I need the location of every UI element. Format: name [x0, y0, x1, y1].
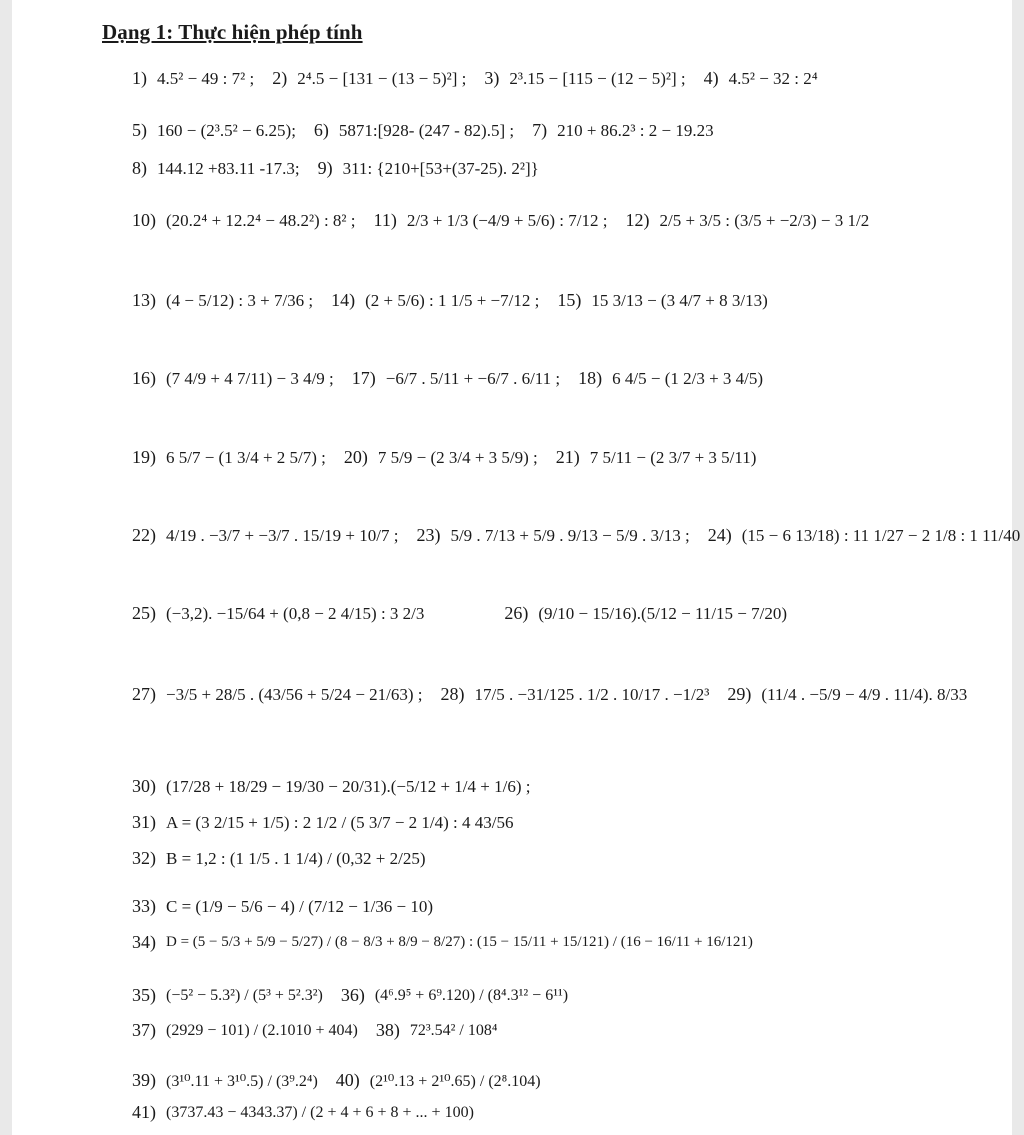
- row-11: [132, 776, 548, 797]
- row-13b: [132, 1020, 515, 1041]
- problem-36: 36) (4⁶.9⁵ + 6⁹.120) / (8⁴.3¹² − 6¹¹): [340, 985, 569, 1005]
- problem-19: 19) 6 5/7 − (1 3/4 + 2 5/7) ;: [132, 447, 326, 467]
- row-1: [132, 68, 836, 89]
- problem-16: 16) (7 4/9 + 4 7/11) − 3 4/9 ;: [132, 368, 334, 388]
- problem-8: 8) 144.12 +83.11 -17.3;: [132, 158, 300, 178]
- problem-11: 11) 2/3 + 1/3 (−4/9 + 5/6) : 7/12 ;: [373, 210, 608, 230]
- row-10: [132, 684, 985, 705]
- row-8: [132, 525, 1024, 546]
- problem-30: 30) (17/28 + 18/29 − 19/30 − 20/31).(−5/12 + 1/4 + 1/6) ;: [132, 776, 531, 796]
- row-12: [132, 896, 451, 917]
- problem-31: 31) A = (3 2/15 + 1/5) : 2 1/2 / (5 3/7 − 2 1/4) : 4 43/56: [132, 812, 514, 832]
- problem-37: 37) (2929 − 101) / (2.1010 + 404): [132, 1020, 358, 1040]
- row-11b: [132, 812, 532, 833]
- problem-9: 9) 311: {210+[53+(37-25). 2²]}: [317, 158, 539, 178]
- problem-38: 38) 72³.54² / 108⁴: [375, 1020, 498, 1040]
- row-11c: [132, 848, 444, 869]
- row-9: [132, 603, 805, 624]
- problem-24: 24) (15 − 6 13/18) : 11 1/27 − 2 1/8 : 1 11/40: [707, 525, 1021, 545]
- worksheet-page: [12, 0, 1021, 1135]
- problem-3: 3) 2³.15 − [115 − (12 − 5)²] ;: [484, 68, 686, 88]
- problem-26: 26) (9/10 − 15/16).(5/12 − 11/15 − 7/20): [504, 603, 788, 623]
- problem-13: 13) (4 − 5/12) : 3 + 7/36 ;: [132, 290, 314, 310]
- problem-25: 25) (−3,2). −15/64 + (0,8 − 2 4/15) : 3 2/3: [132, 603, 425, 623]
- problem-4: 4) 4.5² − 32 : 2⁴: [703, 68, 818, 88]
- problem-21: 21) 7 5/11 − (2 3/7 + 3 5/11): [555, 447, 757, 467]
- row-5: [132, 290, 786, 311]
- row-14: [132, 1070, 559, 1091]
- problem-15: 15) 15 3/13 − (3 4/7 + 8 3/13): [557, 290, 768, 310]
- problem-6: 6) 5871:[928- (247 - 82).5] ;: [313, 120, 515, 140]
- row-4: [132, 210, 887, 231]
- problem-10: 10) (20.2⁴ + 12.2⁴ − 48.2²) : 8² ;: [132, 210, 356, 230]
- row-14b: [132, 1102, 492, 1123]
- problem-23: 23) 5/9 . 7/13 + 5/9 . 9/13 − 5/9 . 3/13 ;: [416, 525, 690, 545]
- problem-12: 12) 2/5 + 3/5 : (3/5 + −2/3) − 3 1/2: [625, 210, 870, 230]
- problem-41: 41) (3737.43 − 4343.37) / (2 + 4 + 6 + 8 + ... + 100): [132, 1102, 474, 1122]
- problem-35: 35) (−5² − 5.3²) / (5³ + 5².3²): [132, 985, 323, 1005]
- problem-39: 39) (3¹⁰.11 + 3¹⁰.5) / (3⁹.2⁴): [132, 1070, 318, 1090]
- problem-22: 22) 4/19 . −3/7 + −3/7 . 15/19 + 10/7 ;: [132, 525, 399, 545]
- problem-28: 28) 17/5 . −31/125 . 1/2 . 10/17 . −1/2³: [440, 684, 710, 704]
- problem-29: 29) (11/4 . −5/9 − 4/9 . 11/4). 8/33: [727, 684, 968, 704]
- row-2: [132, 120, 732, 141]
- row-13: [132, 985, 586, 1006]
- section-title: Dạng 1: Thực hiện phép tính: [102, 20, 363, 44]
- problem-7: 7) 210 + 86.2³ : 2 − 19.23: [532, 120, 714, 140]
- problem-18: 18) 6 4/5 − (1 2/3 + 3 4/5): [578, 368, 764, 388]
- problem-1: 1) 4.5² − 49 : 7² ;: [132, 68, 255, 88]
- problem-17: 17) −6/7 . 5/11 + −6/7 . 6/11 ;: [351, 368, 561, 388]
- row-7: [132, 447, 774, 468]
- problem-5: 5) 160 − (2³.5² − 6.25);: [132, 120, 296, 140]
- problem-27: 27) −3/5 + 28/5 . (43/56 + 5/24 − 21/63) ;: [132, 684, 423, 704]
- row-3: [132, 158, 557, 179]
- problem-33: 33) C = (1/9 − 5/6 − 4) / (7/12 − 1/36 − 10): [132, 896, 434, 916]
- row-6: [132, 368, 781, 389]
- problem-2: 2) 2⁴.5 − [131 − (13 − 5)²] ;: [272, 68, 467, 88]
- problem-14: 14) (2 + 5/6) : 1 1/5 + −7/12 ;: [331, 290, 540, 310]
- problem-34: 34) D = (5 − 5/3 + 5/9 − 5/27) / (8 − 8/3 + 8/9 − 8/27) : (15 − 15/11 + 15/121) / (16 − 16/11 + 16/121): [132, 932, 753, 952]
- problem-20: 20) 7 5/9 − (2 3/4 + 3 5/9) ;: [343, 447, 538, 467]
- problem-32: 32) B = 1,2 : (1 1/5 . 1 1/4) / (0,32 + 2/25): [132, 848, 426, 868]
- problem-40: 40) (2¹⁰.13 + 2¹⁰.65) / (2⁸.104): [335, 1070, 541, 1090]
- row-12b: [132, 932, 771, 953]
